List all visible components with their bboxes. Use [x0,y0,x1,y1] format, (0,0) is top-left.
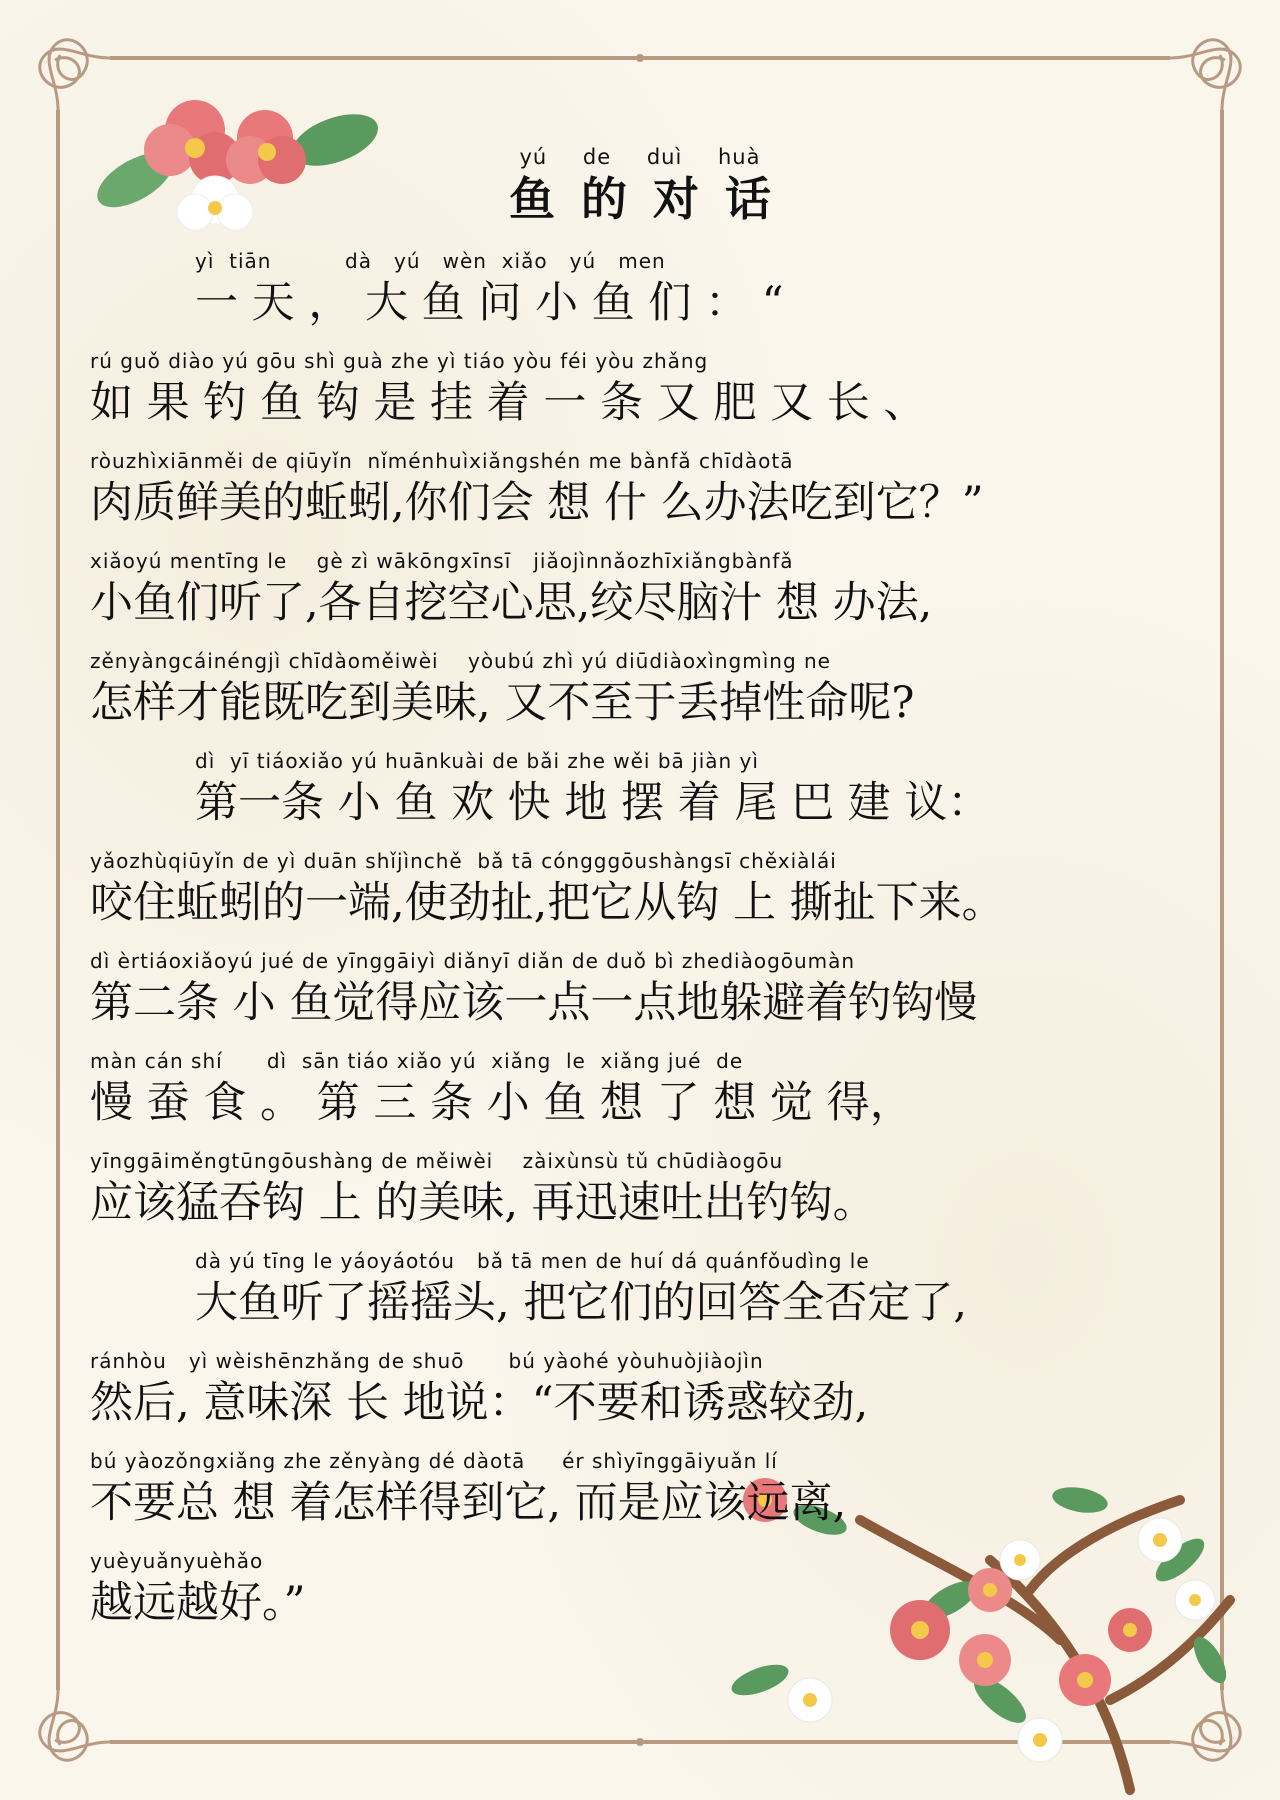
line-text: 不要总 想 着怎样得到它, 而是应该远离, [90,1478,847,1528]
line-pinyin: yuèyuǎnyuèhǎo [90,1549,264,1573]
text-line-6 [195,748,1210,832]
line-text: 应该猛吞钩 上 的美味, 再迅速吐出钓钩。 [90,1178,876,1228]
line-text: 然后, 意味深 长 地说：“不要和诱惑较劲, [90,1378,869,1428]
text-line-12 [90,1348,1210,1432]
line-pinyin: zěnyàngcáinéngjì chīdàoměiwèi yòubú zhì yú diūdiàoxìngmìng ne [90,649,831,673]
line-pinyin: yì tiān dà yú wèn xiǎo yú men [195,249,666,273]
title-block [0,145,1280,229]
text-line-3 [90,448,1210,532]
page-title: 鱼的对话 [509,172,797,226]
text-line-7 [90,848,1210,932]
line-text: 肉质鲜美的蚯蚓,你们会 想 什 么办法吃到它？” [90,478,984,528]
line-text: 越远越好。” [90,1578,306,1628]
line-text: 第一条 小 鱼 欢 快 地 摆 着 尾 巴 建 议： [195,778,991,828]
text-line-9 [90,1048,1210,1132]
text-line-1 [195,248,1210,332]
line-text: 第二条 小 鱼觉得应该一点一点地躲避着钓钩慢 [90,978,978,1028]
text-line-10 [90,1148,1210,1232]
line-pinyin: bú yàozǒngxiǎng zhe zěnyàng dé dàotā ér shìyīnggāiyuǎn lí [90,1449,778,1473]
line-pinyin: rú guǒ diào yú gōu shì guà zhe yì tiáo yòu féi yòu zhǎng [90,349,709,373]
text-line-13 [90,1448,1210,1532]
text-line-4 [90,548,1210,632]
line-pinyin: màn cán shí dì sān tiáo xiǎo yú xiǎng le xiǎng jué de [90,1049,744,1073]
text-line-8 [90,948,1210,1032]
line-text: 一 天 ， 大 鱼 问 小 鱼 们 ： “ [195,278,784,328]
line-text: 怎样才能既吃到美味, 又不至于丢掉性命呢? [90,678,915,728]
line-pinyin: xiǎoyú mentīng le gè zì wākōngxīnsī jiǎojìnnǎozhīxiǎngbànfǎ [90,549,794,573]
line-text: 如 果 钓 鱼 钩 是 挂 着 一 条 又 肥 又 长 、 [90,378,927,428]
line-pinyin: yīnggāiměngtūngōushàng de měiwèi zàixùnsù tǔ chūdiàogōu [90,1149,784,1173]
line-text: 大鱼听了摇摇头, 把它们的回答全否定了, [195,1278,968,1328]
line-pinyin: yǎozhùqiūyǐn de yì duān shǐjìnchě bǎ tā cóngggōushàngsī chěxiàlái [90,849,837,873]
line-pinyin: dì èrtiáoxiǎoyú jué de yīnggāiyì diǎnyī diǎn de duǒ bì zhediàogōumàn [90,949,856,973]
line-text: 小鱼们听了,各自挖空心思,绞尽脑汁 想 办法, [90,578,933,628]
title-pinyin: yú de duì huà [519,145,761,169]
text-line-11 [195,1248,1210,1332]
line-text: 慢 蚕 食 。 第 三 条 小 鱼 想 了 想 觉 得， [90,1078,913,1128]
text-line-14 [90,1548,1210,1632]
line-pinyin: dì yī tiáoxiǎo yú huānkuài de bǎi zhe wěi bā jiàn yì [195,749,759,773]
text-line-2 [90,348,1210,432]
line-pinyin: ránhòu yì wèishēnzhǎng de shuō bú yàohé yòuhuòjiàojìn [90,1349,764,1373]
line-text: 咬住蚯蚓的一端,使劲扯,把它从钩 上 撕扯下来。 [90,878,1005,928]
text-line-5 [90,648,1210,732]
line-pinyin: dà yú tīng le yáoyáotóu bǎ tā men de huí dá quánfǒudìng le [195,1249,870,1273]
line-pinyin: ròuzhìxiānměi de qiūyǐn nǐménhuìxiǎngshén me bànfǎ chīdàotā [90,449,794,473]
